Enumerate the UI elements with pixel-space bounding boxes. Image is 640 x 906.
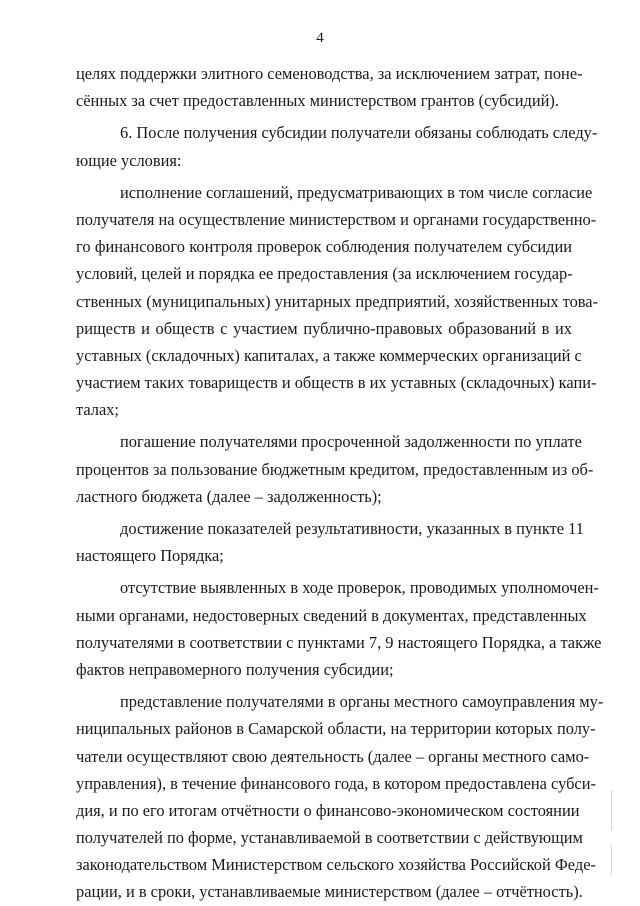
text-line: исполнение соглашений, предусматривающих в том числе согласие bbox=[120, 182, 593, 202]
page-number: 4 bbox=[316, 30, 324, 46]
text-line: фактов неправомерного получения субсидии; bbox=[76, 659, 394, 679]
text-line: уставных (складочных) капиталах, а также коммерческих организаций с bbox=[76, 345, 582, 365]
text-line: сённых за счет предоставленных министерством грантов (субсидий). bbox=[76, 91, 559, 111]
scan-edge-mark bbox=[611, 790, 612, 830]
text-line: талах; bbox=[76, 400, 119, 420]
text-line: представление получателями в органы местного самоуправления му- bbox=[120, 692, 604, 712]
text-line: получателей по форме, устанавливаемой в соответствии с действующим bbox=[76, 828, 583, 848]
text-line: погашение получателями просроченной задолженности по уплате bbox=[120, 432, 582, 452]
text-line: ющие условия: bbox=[76, 150, 182, 170]
text-line: ственных (муниципальных) унитарных предприятий, хозяйственных това- bbox=[76, 291, 599, 311]
scan-edge-mark bbox=[611, 845, 612, 875]
text-line: риществ и обществ с участием публично-правовых образований в их bbox=[76, 318, 572, 338]
text-line: ными органами, недостоверных сведений в документах, представленных bbox=[76, 605, 587, 625]
text-line: управления), в течение финансового года, в котором предоставлена субси- bbox=[76, 773, 596, 793]
text-line: законодательством Министерством сельского хозяйства Российской Феде- bbox=[76, 855, 596, 875]
text-line: рации, и в сроки, устанавливаемые министерством (далее – отчётность). bbox=[76, 882, 583, 902]
text-line: ниципальных районов в Самарской области, на территории которых полу- bbox=[76, 719, 596, 739]
text-line: ластного бюджета (далее – задолженность); bbox=[76, 486, 382, 506]
text-line: отсутствие выявленных в ходе проверок, проводимых уполномочен- bbox=[120, 578, 599, 598]
text-line: получателями в соответствии с пунктами 7, 9 настоящего Порядка, а также bbox=[76, 632, 602, 652]
text-line: условий, целей и порядка ее предоставления (за исключением государ- bbox=[76, 264, 573, 284]
text-line: чатели осуществляют свою деятельность (далее – органы местного само- bbox=[76, 746, 590, 766]
text-line: получателя на осуществление министерством и органами государственно- bbox=[76, 209, 597, 229]
text-line: дия, и по его итогам отчётности о финансово-экономическом состоянии bbox=[76, 800, 580, 820]
text-line: целях поддержки элитного семеноводства, за исключением затрат, поне- bbox=[76, 64, 583, 83]
text-line: 6. После получения субсидии получатели обязаны соблюдать следу- bbox=[120, 123, 598, 143]
document-body bbox=[76, 60, 604, 906]
text-line: процентов за пользование бюджетным кредитом, предоставленным из об- bbox=[76, 459, 594, 479]
text-line: настоящего Порядка; bbox=[76, 546, 224, 566]
text-line: участием таких товариществ и обществ в их уставных (складочных) капи- bbox=[76, 373, 597, 393]
text-line: го финансового контроля проверок соблюдения получателем субсидии bbox=[76, 237, 572, 257]
text-line: достижение показателей результативности, указанных в пункте 11 bbox=[120, 519, 584, 538]
